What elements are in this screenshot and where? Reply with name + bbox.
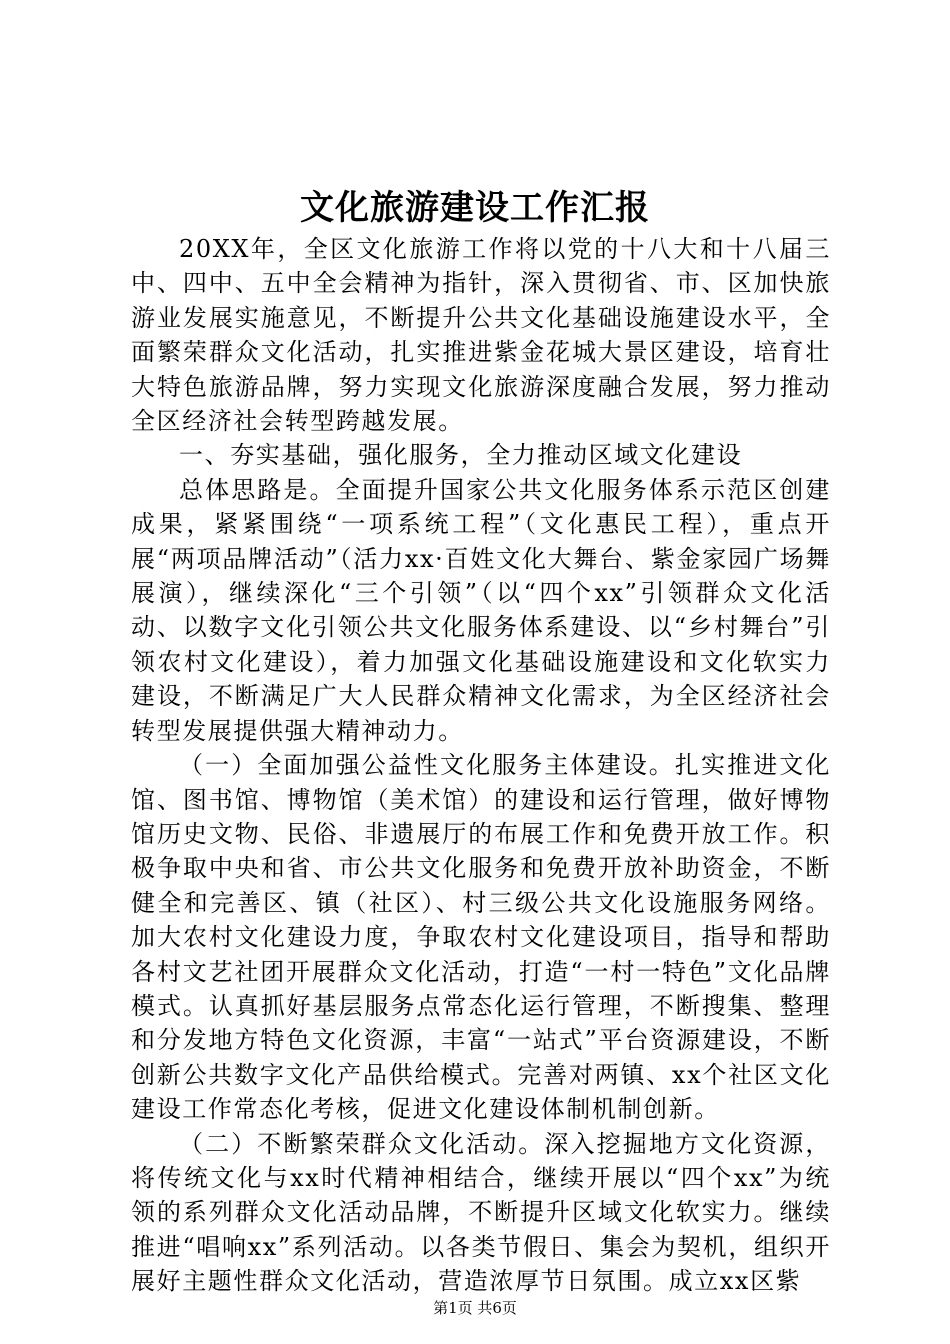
document-body [131, 232, 831, 1299]
page-footer: 第1页 共6页 [433, 1299, 517, 1317]
paragraph-intro: 20XX年，全区文化旅游工作将以党的十八大和十八届三中、四中、五中全会精神为指针，深入贯彻省、市、区加快旅游业发展实施意见，不断提升公共文化基础设施建设水平，全面繁荣群众文化活动，扎实推进紫金花城大景区建设，培育壮大特色旅游品牌，努力实现文化旅游深度融合发展，努力推动全区经济社会转型跨越发展。 [131, 235, 831, 436]
document-title: 文化旅游建设工作汇报 [300, 188, 650, 228]
paragraph-item-2: （二）不断繁荣群众文化活动。深入挖掘地方文化资源，将传统文化与xx时代精神相结合，继续开展以“四个xx”为统领的系列群众文化活动品牌，不断提升区域文化软实力。继续推进“唱响xx”系列活动。以各类节假日、集会为契机，组织开展好主题性群众文化活动，营造浓厚节日氛围。成立xx区紫 [131, 1129, 831, 1296]
paragraph-item-1: （一）全面加强公益性文化服务主体建设。扎实推进文化馆、图书馆、博物馆（美术馆）的建设和运行管理，做好博物馆历史文物、民俗、非遗展厅的布展工作和免费开放工作。积极争取中央和省、市公共文化服务和免费开放补助资金，不断健全和完善区、镇（社区）、村三级公共文化设施服务网络。加大农村文化建设力度，争取农村文化建设项目，指导和帮助各村文艺社团开展群众文化活动，打造“一村一特色”文化品牌模式。认真抓好基层服务点常态化运行管理，不断搜集、整理和分发地方特色文化资源，丰富“一站式”平台资源建设，不断创新公共数字文化产品供给模式。完善对两镇、xx个社区文化建设工作常态化考核，促进文化建设体制机制创新。 [131, 751, 831, 1124]
paragraph-overall-approach: 总体思路是。全面提升国家公共文化服务体系示范区创建成果，紧紧围绕“一项系统工程”（文化惠民工程），重点开展“两项品牌活动”（活力xx·百姓文化大舞台、紫金家园广场舞展演），继续深化“三个引领”（以“四个xx”引领群众文化活动、以数字文化引领公共文化服务体系建设、以“乡村舞台”引领农村文化建设），着力加强文化基础设施建设和文化软实力建设，不断满足广大人民群众精神文化需求，为全区经济社会转型发展提供强大精神动力。 [131, 475, 831, 745]
section-heading-1: 一、夯实基础，强化服务，全力推动区域文化建设 [179, 441, 743, 470]
